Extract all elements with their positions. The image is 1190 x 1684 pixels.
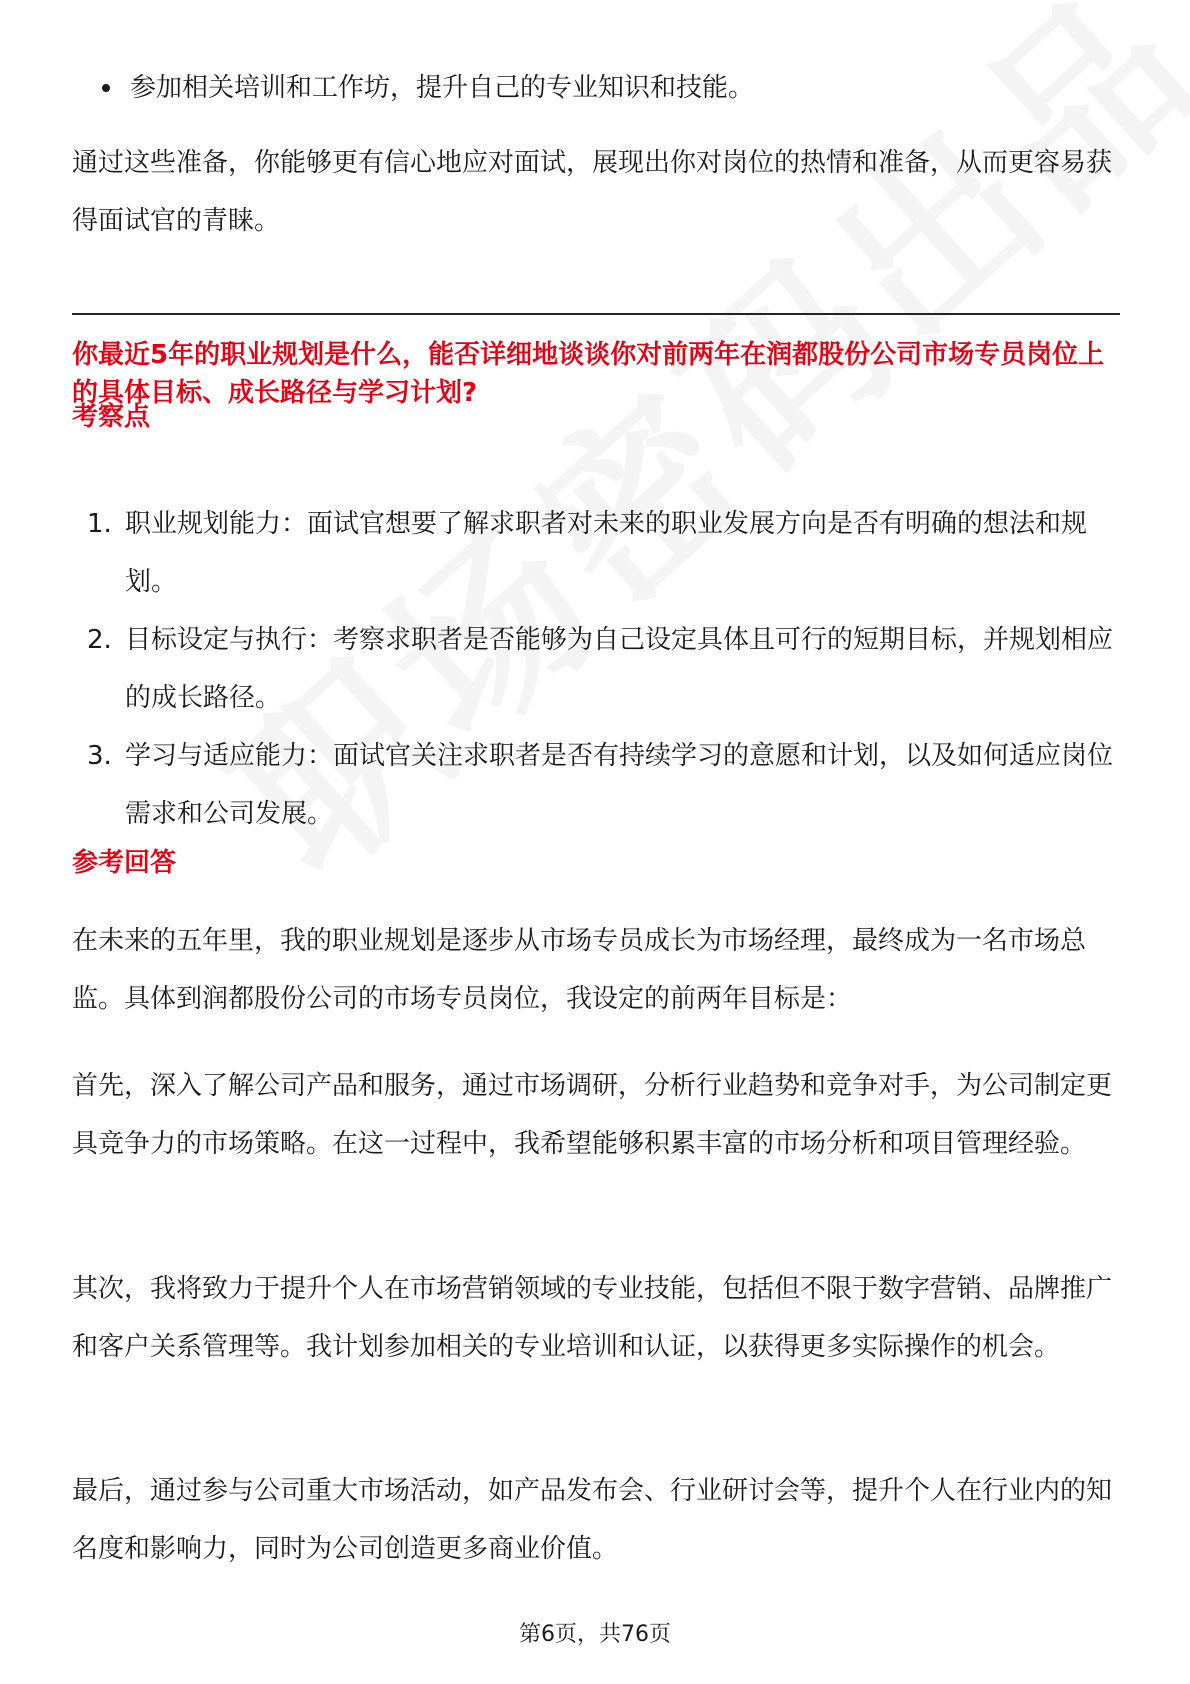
points-heading: 考察点 (72, 402, 151, 432)
answer-paragraph: 其次，我将致力于提升个人在市场营销领域的专业技能，包括但不限于数字营销、品牌推广和客户关系管理等。我计划参加相关的专业培训和认证，以获得更多实际操作的机会。 (72, 1274, 1113, 1362)
list-item-text: 学习与适应能力：面试官关注求职者是否有持续学习的意愿和计划，以及如何适应岗位需求和公司发展。 (125, 741, 1114, 829)
list-item (72, 495, 1120, 611)
bullet-text: 参加相关培训和工作坊，提升自己的专业知识和技能。 (130, 73, 755, 103)
answer-heading: 参考回答 (72, 848, 177, 878)
list-number: 1. (87, 509, 112, 539)
list-item (72, 611, 1120, 727)
list-item (102, 64, 754, 112)
list-item-text: 职业规划能力：面试官想要了解求职者对未来的职业发展方向是否有明确的想法和规划。 (125, 509, 1088, 597)
question-title: 你最近5年的职业规划是什么，能否详细地谈谈你对前两年在润都股份公司市场专员岗位上的具体目标、成长路径与学习计划? (72, 340, 1105, 408)
answer-paragraph: 最后，通过参与公司重大市场活动，如产品发布会、行业研讨会等，提升个人在行业内的知名度和影响力，同时为公司创造更多商业价值。 (72, 1476, 1113, 1564)
list-item-text: 目标设定与执行：考察求职者是否能够为自己设定具体且可行的短期目标，并规划相应的成长路径。 (125, 625, 1114, 713)
bullet-icon (102, 84, 110, 92)
section-divider (72, 313, 1120, 315)
answer-paragraph: 在未来的五年里，我的职业规划是逐步从市场专员成长为市场经理，最终成为一名市场总监。具体到润都股份公司的市场专员岗位，我设定的前两年目标是： (72, 926, 1087, 1014)
points-list (72, 495, 1120, 843)
answer-paragraph: 首先，深入了解公司产品和服务，通过市场调研，分析行业趋势和竞争对手，为公司制定更具竞争力的市场策略。在这一过程中，我希望能够积累丰富的市场分析和项目管理经验。 (72, 1071, 1113, 1159)
list-number: 3. (87, 741, 112, 771)
intro-paragraph: 通过这些准备，你能够更有信心地应对面试，展现出你对岗位的热情和准备，从而更容易获得面试官的青睐。 (72, 148, 1113, 236)
list-item (72, 727, 1120, 843)
list-number: 2. (87, 625, 112, 655)
page-number: 第6页，共76页 (519, 1622, 671, 1647)
